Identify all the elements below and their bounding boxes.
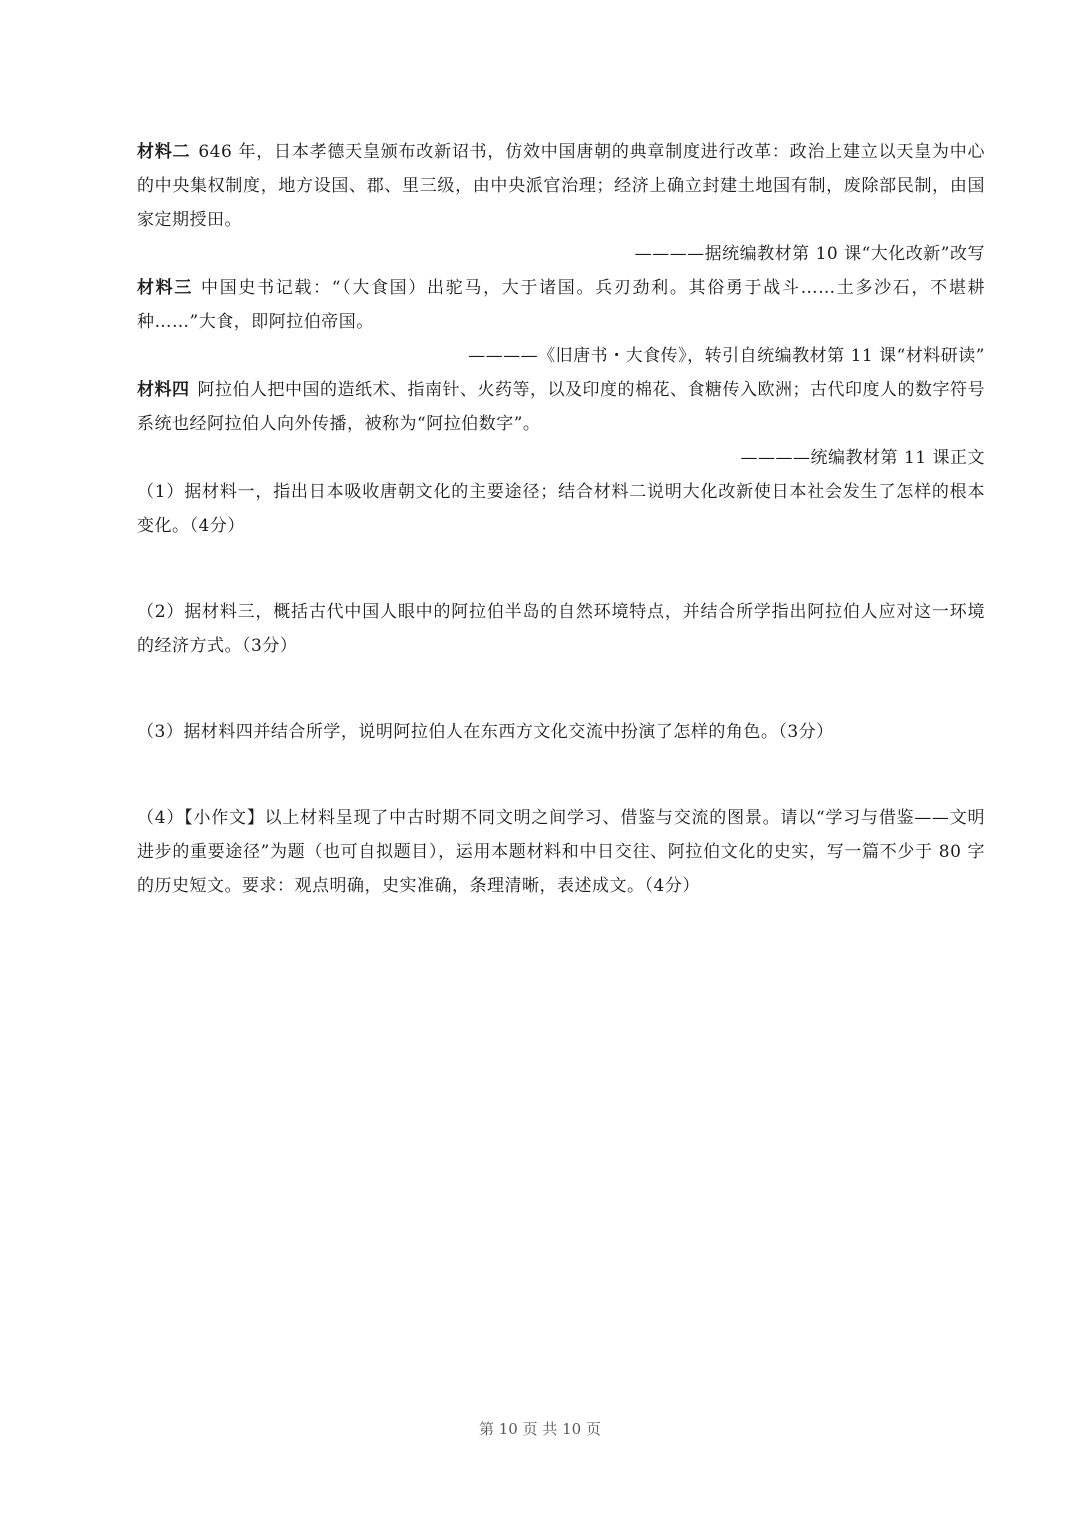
material-3-label: 材料三 [137, 278, 194, 298]
material-3-paragraph [137, 271, 985, 339]
answer-space [137, 663, 985, 715]
answer-space [137, 749, 985, 801]
material-2-source: ————据统编教材第 10 课“大化改新”改写 [634, 244, 985, 264]
material-3-text: 中国史书记载：“（大食国）出驼马，大于诸国。兵刃劲利。其俗勇于战斗……土多沙石，不堪耕种……”大食，即阿拉伯帝国。 [137, 278, 986, 332]
material-2-text: 646 年，日本孝德天皇颁布改新诏书，仿效中国唐朝的典章制度进行改革：政治上建立以天皇为中心的中央集权制度，地方设国、郡、里三级，由中央派官治理；经济上确立封建土地国有制，废除部民制，由国家定期授田。 [137, 142, 985, 230]
material-2-label: 材料二 [137, 142, 191, 162]
answer-space [137, 543, 985, 595]
question-3: （3）据材料四并结合所学，说明阿拉伯人在东西方文化交流中扮演了怎样的角色。（3分） [137, 722, 834, 742]
material-4-label: 材料四 [137, 380, 190, 400]
question-2: （2）据材料三，概括古代中国人眼中的阿拉伯半岛的自然环境特点，并结合所学指出阿拉伯人应对这一环境的经济方式。（3分） [137, 602, 985, 656]
question-1: （1）据材料一，指出日本吸收唐朝文化的主要途径；结合材料二说明大化改新使日本社会发生了怎样的根本变化。（4分） [137, 482, 985, 536]
material-4-paragraph [137, 373, 985, 441]
document-body [137, 135, 985, 903]
question-4: （4）【小作文】以上材料呈现了中古时期不同文明之间学习、借鉴与交流的图景。请以“学习与借鉴——文明进步的重要途径”为题（也可自拟题目），运用本题材料和中日交往、阿拉伯文化的史实，写一篇不少于 80 字的历史短文。要求：观点明确，史实准确，条理清晰，表述成文。（4分） [137, 808, 985, 896]
material-2-paragraph [137, 135, 985, 237]
material-4-text: 阿拉伯人把中国的造纸术、指南针、火药等，以及印度的棉花、食糖传入欧洲；古代印度人的数字符号系统也经阿拉伯人向外传播，被称为“阿拉伯数字”。 [137, 380, 985, 434]
material-4-source: ————统编教材第 11 课正文 [740, 448, 985, 468]
page-number-footer: 第 10 页 共 10 页 [478, 1420, 601, 1438]
material-3-source: ————《旧唐书・大食传》，转引自统编教材第 11 课“材料研读” [468, 346, 985, 366]
